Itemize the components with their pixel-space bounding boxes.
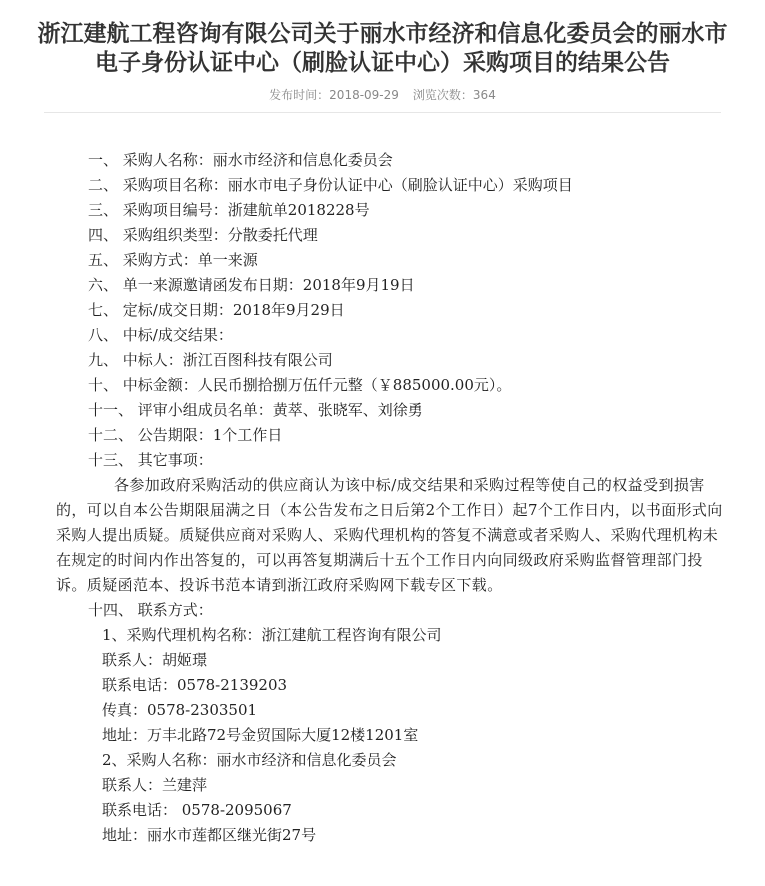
contact-heading: 十四、 联系方式： [88, 601, 213, 619]
view-count: 浏览次数：364 [412, 88, 496, 102]
other-matters-paragraph: 各参加政府采购活动的供应商认为该中标/成交结果和采购过程等使自己的权益受到损害的，可以自本公告期限届满之日（本公告发布之日后第2个工作日）起7个工作日内，以书面形式向采购人提出质疑。质疑供应商对采购人、采购代理机构的答复不满意或者采购人、采购代理机构未在规定的时间内作出答复的，可以再答复期满后十五个工作日内向同级政府采购监督管理部门投诉。质疑函范本、投诉书范本请到浙江政府采购网下载专区下载。 [56, 476, 723, 594]
notice-body [56, 148, 723, 848]
divider [44, 112, 721, 113]
item-notice-period: 十二、 公告期限：1个工作日 [88, 426, 283, 444]
item-review-panel: 十一、 评审小组成员名单：黄萃、张晓军、刘徐勇 [88, 401, 423, 419]
item-procurement-method: 五、 采购方式：单一来源 [88, 251, 258, 269]
notice-title [0, 20, 765, 78]
item-project-number: 三、 采购项目编号：浙建航单2018228号 [88, 201, 370, 219]
item-result: 八、 中标/成交结果： [88, 326, 233, 344]
item-award-date: 七、 定标/成交日期：2018年9月29日 [88, 301, 345, 319]
meta-info [0, 86, 765, 103]
item-other-matters: 十三、 其它事项： [88, 451, 213, 469]
title-line-1: 浙江建航工程咨询有限公司关于丽水市经济和信息化委员会的丽水市 [37, 21, 728, 47]
item-project-name: 二、 采购项目名称：丽水市电子身份认证中心（刷脸认证中心）采购项目 [88, 176, 573, 194]
agency-name: 1、采购代理机构名称：浙江建航工程咨询有限公司 [102, 626, 442, 644]
item-winner: 九、 中标人：浙江百图科技有限公司 [88, 351, 333, 369]
purchaser-phone: 联系电话： 0578-2095067 [102, 801, 292, 819]
purchaser-contact: 联系人：兰建萍 [102, 776, 208, 794]
item-invitation-date: 六、 单一来源邀请函发布日期：2018年9月19日 [88, 276, 415, 294]
item-purchaser-name: 一、 采购人名称：丽水市经济和信息化委员会 [88, 151, 393, 169]
title-line-2: 电子身份认证中心（刷脸认证中心）采购项目的结果公告 [95, 50, 670, 76]
item-org-type: 四、 采购组织类型：分散委托代理 [88, 226, 318, 244]
agency-contact: 联系人：胡姬璟 [102, 651, 208, 669]
agency-phone: 联系电话：0578-2139203 [102, 676, 288, 694]
purchaser-name: 2、采购人名称：丽水市经济和信息化委员会 [102, 751, 397, 769]
agency-fax: 传真：0578-2303501 [102, 701, 258, 719]
purchaser-address: 地址：丽水市莲都区继光街27号 [102, 826, 317, 844]
agency-address: 地址：万丰北路72号金贸国际大厦12楼1201室 [102, 726, 419, 744]
item-amount: 十、 中标金额：人民币捌拾捌万伍仟元整（￥885000.00元）。 [88, 376, 512, 394]
publish-date: 发布时间：2018-09-29 [269, 88, 399, 102]
